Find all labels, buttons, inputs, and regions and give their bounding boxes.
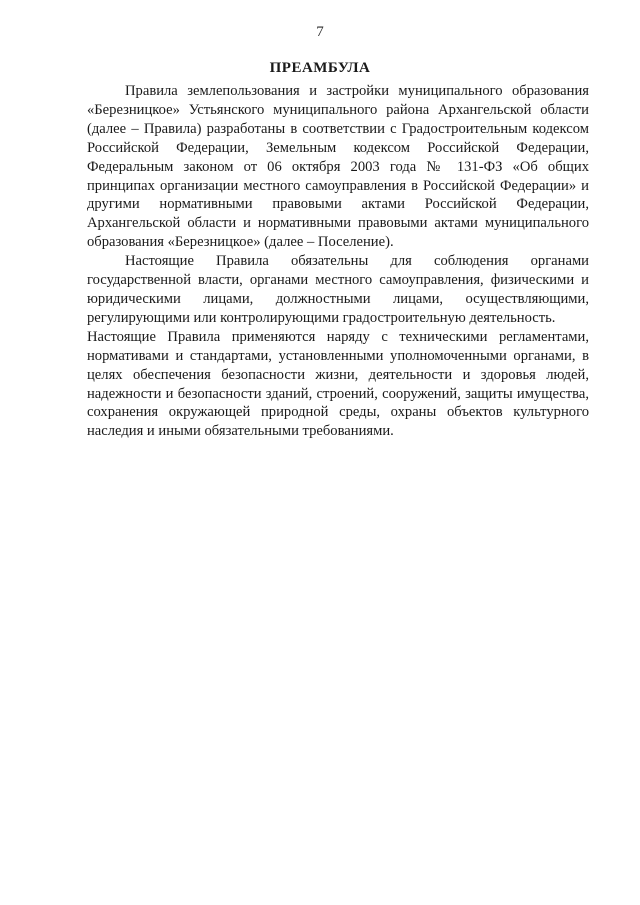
paragraph-mandatory-compliance: Настоящие Правила обязательны для соблюдения органами государственной власти, органами местного самоуправления, физическими и юридическими лицами, должностными лицами, осуществляющими, регулирующими или контролирующими градостроительную деятельность. <box>87 253 589 326</box>
body-text <box>87 82 589 441</box>
paragraph-application: Настоящие Правила применяются наряду с техническими регламентами, нормативами и стандартами, установленными уполномоченными органами, в целях обеспечения безопасности жизни, деятельности и здоровья людей, надежности и безопасности зданий, строений, сооружений, защиты имущества, сохранения окружающей природной среды, охраны объектов культурного наследия и иными обязательными требованиями. <box>87 328 589 440</box>
paragraph-preamble-rules: Правила землепользования и застройки муниципального образования «Березницкое» Устьянского муниципального района Архангельской области (далее – Правила) разработаны в соответствии с Градостроительным кодексом Российской Федерации, Земельным кодексом Российской Федерации, Федеральным законом от 06 октября 2003 года № 131-ФЗ «Об общих принципах организации местного самоуправления в Российской Федерации» и другими нормативными правовыми актами Российской Федерации, Архангельской области и нормативными правовыми актами муниципального образования «Березницкое» (далее – Поселение). <box>87 83 589 251</box>
page-heading: ПРЕАМБУЛА <box>269 60 371 76</box>
page-number: 7 <box>316 24 324 40</box>
